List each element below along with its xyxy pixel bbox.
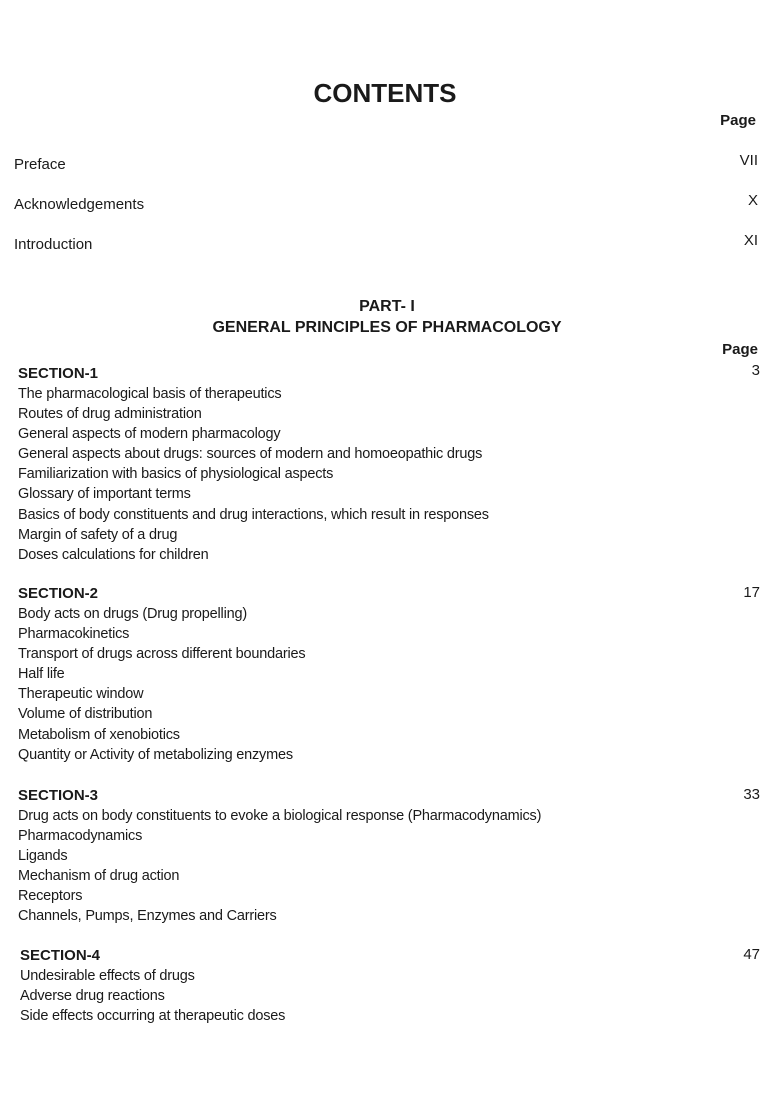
section-heading: SECTION-1: [18, 365, 99, 382]
section-item: Routes of drug administration: [18, 406, 202, 423]
page-column-header: Page: [720, 112, 756, 129]
front-matter-page: XI: [743, 232, 758, 249]
section-item: Mechanism of drug action: [18, 868, 180, 885]
part-number: PART- I: [359, 298, 415, 315]
section-page: 17: [743, 584, 760, 601]
section-page: 33: [743, 786, 760, 803]
section-item: Ligands: [18, 848, 68, 865]
section-heading: SECTION-3: [18, 787, 99, 804]
section-item: Transport of drugs across different boundaries: [18, 646, 306, 663]
section-item: Metabolism of xenobiotics: [18, 726, 180, 743]
front-matter-preface: Preface: [14, 156, 66, 173]
section-item: General aspects about drugs: sources of modern and homoeopathic drugs: [18, 446, 483, 463]
front-matter-introduction: Introduction: [14, 236, 93, 253]
section-item: Drug acts on body constituents to evoke a biological response (Pharmacodynamics): [18, 808, 542, 824]
section-item: Side effects occurring at therapeutic doses: [20, 1008, 286, 1025]
section-item: Doses calculations for children: [18, 546, 209, 563]
section-2: [18, 584, 305, 765]
section-item: Quantity or Activity of metabolizing enzymes: [18, 746, 293, 763]
section-item: Familiarization with basics of physiological aspects: [18, 466, 334, 483]
section-1: [18, 364, 489, 565]
section-item: Adverse drug reactions: [20, 988, 165, 1005]
section-item: Pharmacokinetics: [18, 626, 130, 643]
section-heading: SECTION-2: [18, 585, 99, 602]
section-page: 47: [743, 946, 760, 963]
front-matter-page: X: [747, 192, 758, 209]
front-matter-page: VII: [739, 152, 758, 169]
section-4: [20, 946, 285, 1026]
section-item: Half life: [18, 666, 65, 683]
section-item: Pharmacodynamics: [18, 828, 143, 845]
section-item: Receptors: [18, 888, 83, 905]
section-item: Glossary of important terms: [18, 486, 191, 503]
section-3: [18, 786, 541, 927]
section-heading: SECTION-4: [20, 947, 101, 964]
section-item: Undesirable effects of drugs: [20, 968, 195, 984]
section-item: Volume of distribution: [18, 706, 153, 723]
section-item: Therapeutic window: [18, 686, 144, 703]
section-item: General aspects of modern pharmacology: [18, 426, 281, 443]
section-item: Basics of body constituents and drug interactions, which result in responses: [18, 506, 489, 523]
section-item: The pharmacological basis of therapeutics: [18, 386, 282, 402]
section-item: Body acts on drugs (Drug propelling): [18, 606, 247, 622]
section-item: Margin of safety of a drug: [18, 526, 178, 543]
page-title: CONTENTS: [313, 78, 457, 108]
section-page: 3: [751, 362, 760, 379]
part-title: GENERAL PRINCIPLES OF PHARMACOLOGY: [212, 319, 562, 336]
section-item: Channels, Pumps, Enzymes and Carriers: [18, 908, 277, 925]
page-column-header: Page: [722, 341, 758, 358]
front-matter-acknowledgements: Acknowledgements: [14, 196, 145, 213]
